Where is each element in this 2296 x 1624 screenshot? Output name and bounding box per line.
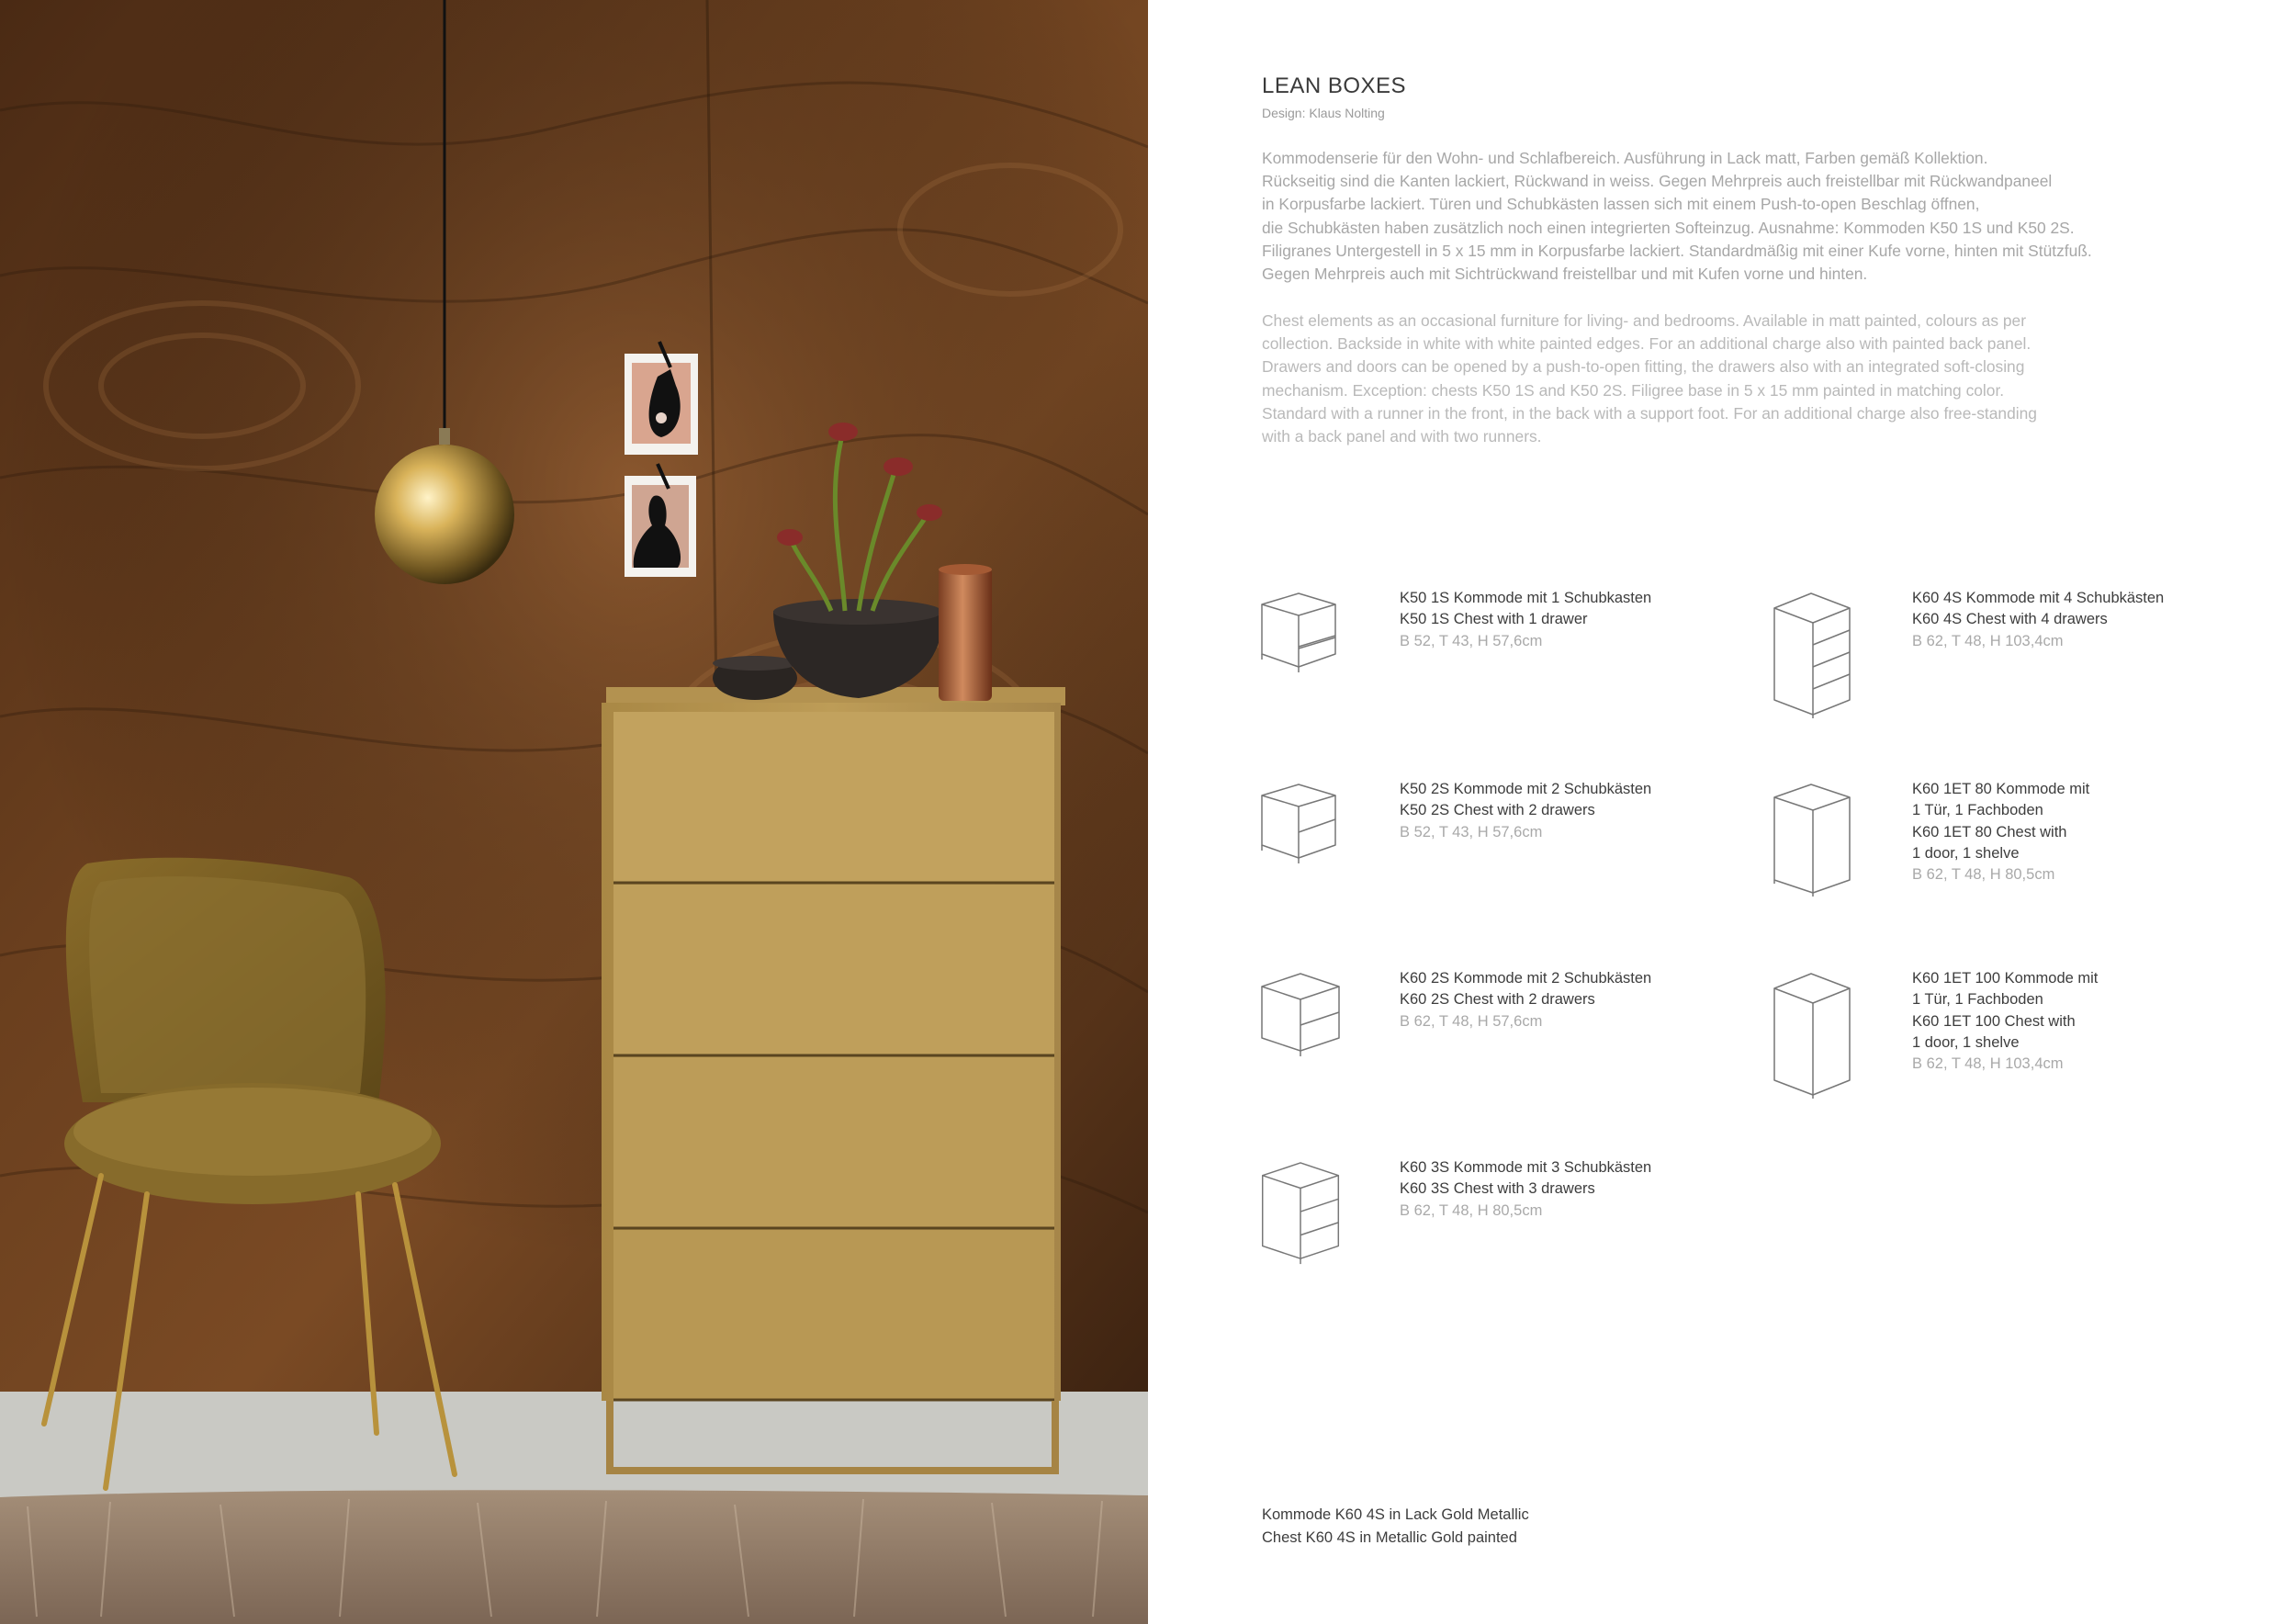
product-text bbox=[1912, 968, 2243, 1075]
description-line: with a back panel and with two runners. bbox=[1262, 427, 1542, 446]
product-dimensions: B 52, T 43, H 57,6cm bbox=[1400, 632, 1543, 649]
chest-1-drawer-icon bbox=[1260, 592, 1343, 702]
product-text bbox=[1400, 1157, 1730, 1222]
description-line: Kommodenserie für den Wohn- und Schlafbereich. Ausführung in Lack matt, Farben gemäß Kollektion. bbox=[1262, 149, 1988, 167]
product-line: K60 1ET 80 Chest with bbox=[1912, 823, 2067, 840]
product-line: 1 Tür, 1 Fachboden bbox=[1912, 802, 2043, 819]
description-line: die Schubkästen haben zusätzlich noch einen integrierten Softeinzug. Ausnahme: Kommoden K50 1S und K50 2S. bbox=[1262, 218, 2075, 237]
product-text bbox=[1912, 588, 2243, 652]
chest-of-drawers bbox=[602, 687, 1065, 1474]
caption-line: Kommode K60 4S in Lack Gold Metallic bbox=[1262, 1506, 1529, 1523]
cabinet-1-door-icon bbox=[1773, 783, 1855, 902]
product-line: K60 4S Kommode mit 4 Schubkästen bbox=[1912, 590, 2165, 606]
description-line: Standard with a runner in the front, in the back with a support foot. For an additional charge also free-standing bbox=[1262, 403, 2037, 423]
product-line: K50 1S Kommode mit 1 Schubkasten bbox=[1400, 590, 1652, 606]
product-text bbox=[1400, 779, 1730, 843]
photo-caption bbox=[1262, 1504, 1529, 1550]
chest-2-drawers-icon bbox=[1260, 783, 1343, 893]
product-dimensions: B 62, T 48, H 57,6cm bbox=[1400, 1012, 1543, 1030]
description-line: Chest elements as an occasional furniture for living- and bedrooms. Available in matt painted, colours as per bbox=[1262, 311, 2026, 330]
product-dimensions: B 62, T 48, H 80,5cm bbox=[1400, 1201, 1543, 1219]
description-line: Drawers and doors can be opened by a push-to-open fitting, the drawers also with an integrated soft-closing bbox=[1262, 357, 2025, 377]
product-line: K60 3S Chest with 3 drawers bbox=[1400, 1180, 1595, 1198]
page-title: LEAN BOXES bbox=[1262, 73, 1407, 98]
product-text bbox=[1400, 588, 1730, 652]
pendant-lamp bbox=[375, 445, 514, 584]
description-line: Rückseitig sind die Kanten lackiert, Rückwand in weiss. Gegen Mehrpreis auch freistellbar mit Rückwandpaneel bbox=[1262, 172, 2053, 191]
description-line: mechanism. Exception: chests K50 1S and K50 2S. Filigree base in 5 x 15 mm painted in matching color. bbox=[1262, 380, 2005, 400]
product-line: 1 Tür, 1 Fachboden bbox=[1912, 991, 2043, 1009]
product-line: 1 door, 1 shelve bbox=[1912, 844, 2020, 862]
description-line: Filigranes Untergestell in 5 x 15 mm in Korpusfarbe lackiert. Standardmäßig mit einer Kufe vorne, hinten mit Stützfuß. bbox=[1262, 241, 2092, 260]
description-line: in Korpusfarbe lackiert. Türen und Schubkästen lassen sich mit einem Push-to-open Beschlag öffnen, bbox=[1262, 195, 1980, 214]
caption-line: Chest K60 4S in Metallic Gold painted bbox=[1262, 1529, 1517, 1546]
product-line: K60 3S Kommode mit 3 Schubkästen bbox=[1400, 1159, 1652, 1176]
description-line: Gegen Mehrpreis auch mit Sichtrückwand freistellbar und mit Kufen vorne und hinten. bbox=[1262, 265, 1868, 284]
designer-credit: Design: Klaus Nolting bbox=[1262, 106, 1385, 120]
product-line: K60 2S Kommode mit 2 Schubkästen bbox=[1400, 970, 1652, 987]
product-line: K60 1ET 100 Chest with bbox=[1912, 1012, 2076, 1030]
description-english bbox=[1262, 310, 2180, 448]
product-line: K60 2S Chest with 2 drawers bbox=[1400, 991, 1595, 1009]
product-dimensions: B 52, T 43, H 57,6cm bbox=[1400, 823, 1543, 840]
product-line: K50 2S Kommode mit 2 Schubkästen bbox=[1400, 781, 1652, 797]
product-line: 1 door, 1 shelve bbox=[1912, 1033, 2020, 1051]
chest-3-drawers-icon bbox=[1260, 1161, 1343, 1269]
product-line: K60 4S Chest with 4 drawers bbox=[1912, 611, 2108, 628]
text-page bbox=[1148, 0, 2296, 1624]
description-german bbox=[1262, 147, 2180, 286]
product-text bbox=[1400, 968, 1730, 1032]
cabinet-1-door-tall-icon bbox=[1773, 972, 1855, 1100]
chest-2-drawers-icon bbox=[1260, 972, 1343, 1082]
product-line: K60 1ET 80 Kommode mit bbox=[1912, 781, 2090, 797]
product-dimensions: B 62, T 48, H 80,5cm bbox=[1912, 866, 2055, 884]
product-dimensions: B 62, T 48, H 103,4cm bbox=[1912, 1055, 2064, 1073]
wall-picture-bottom bbox=[625, 464, 696, 577]
product-line: K50 2S Chest with 2 drawers bbox=[1400, 802, 1595, 819]
description-line: collection. Backside in white with white painted edges. For an additional charge also with painted back panel. bbox=[1262, 334, 2032, 354]
product-text bbox=[1912, 779, 2243, 885]
product-line: K60 1ET 100 Kommode mit bbox=[1912, 970, 2099, 987]
chest-4-drawers-icon bbox=[1773, 592, 1855, 720]
product-line: K50 1S Chest with 1 drawer bbox=[1400, 611, 1588, 628]
wall-picture-top bbox=[625, 342, 698, 455]
product-dimensions: B 62, T 48, H 103,4cm bbox=[1912, 632, 2064, 649]
